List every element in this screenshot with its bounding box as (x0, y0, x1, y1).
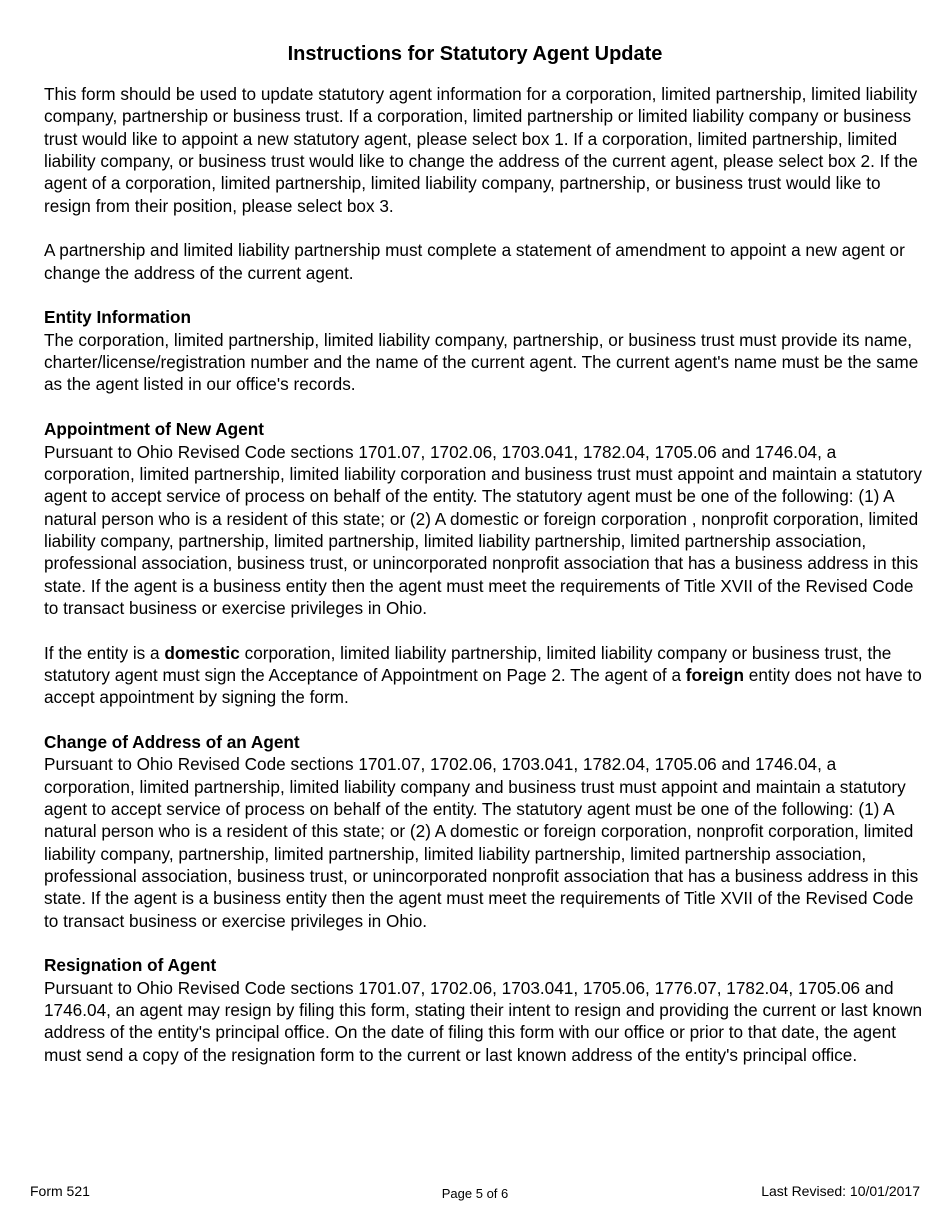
spacer (44, 284, 930, 306)
note-emphasis-domestic: domestic (164, 642, 240, 663)
form-number: Form 521 (30, 1183, 90, 1199)
intro-paragraph: This form should be used to update statutory agent information for a corporation, limited partnership, limited liability company, partnership or business trust. If a corporation, limited partnership or limited liability company or business trust would like to appoint a new statutory agent, please select box 1. If a corporation, limited partnership, limited liability company, or business trust would like to change the address of the current agent, please select box 2. If the agent of a corporation, limited partnership, limited liability company, partnership, or business trust would like to resign from their position, please select box 3. (44, 84, 918, 216)
resignation-text: Pursuant to Ohio Revised Code sections 1701.07, 1702.06, 1703.041, 1705.06, 1776.07, 1782.04, 1705.06 and 1746.04, an agent may resign by filing this form, stating their intent to resign and providing the current or last known address of the entity's principal office. On the date of filing this form with our office or prior to that date, the agent must send a copy of the resignation form to the current or last known address of the entity's principal office. (44, 977, 923, 1065)
change-address-text: Pursuant to Ohio Revised Code sections 1701.07, 1702.06, 1703.041, 1782.04, 1705.06 and 1746.04, a corporation, limited partnership, limited liability company and business trust must appoint and maintain a statutory agent to accept service of process on behalf of the entity. The statutory agent must be one of the following: (1) A natural person who is a resident of this state; or (2) A domestic or foreign corporation, nonprofit corporation, limited liability company, partnership, limited partnership, limited liability partnership, limited partnership association, professional association, business trust, or unincorporated nonprofit association that has a business address in this state. If the agent is a business entity then the agent must meet the requirements of Title XVII of the Revised Code to transact business or exercise privileges in Ohio. (44, 754, 919, 931)
appointment-text: Pursuant to Ohio Revised Code sections 1701.07, 1702.06, 1703.041, 1782.04, 1705.06 and 1746.04, a corporation, limited partnership, limited liability corporation and business trust must appoint and maintain a statutory agent to accept service of process on behalf of the entity. The statutory agent must be one of the following: (1) A natural person who is a resident of this state; or (2) A domestic or foreign corporation , nonprofit corporation, limited liability company, partnership, limited partnership, limited liability partnership, limited partnership association, professional association, business trust, or unincorporated nonprofit association that has a business address in this state. If the agent is a business entity then the agent must meet the requirements of Title XVII of the Revised Code to transact business or exercise privileges in Ohio. (44, 441, 922, 618)
instructions-body (44, 83, 930, 1066)
note-text: entity does not have to accept appointment by signing the form. (44, 664, 922, 708)
page-title: Instructions for Statutory Agent Update (287, 43, 663, 65)
note-text: If the entity is a (44, 642, 165, 663)
note-emphasis-foreign: foreign (685, 664, 745, 685)
spacer (44, 932, 930, 954)
page-footer (0, 1181, 950, 1205)
entity-information-text: The corporation, limited partnership, limited liability company, partnership, or business trust must provide its name, charter/license/registration number and the name of the current agent. The current agent's name must be the same as the agent listed in our office's records. (44, 329, 919, 395)
appointment-note (44, 642, 930, 709)
spacer (44, 709, 930, 731)
spacer (44, 396, 930, 418)
appointment-heading: Appointment of New Agent (44, 419, 264, 440)
last-revised-date: Last Revised: 10/01/2017 (761, 1183, 920, 1199)
entity-information-heading: Entity Information (44, 307, 192, 328)
spacer (44, 217, 930, 239)
spacer (44, 619, 930, 641)
page-number: Page 5 of 6 (441, 1186, 509, 1201)
note-text: corporation, limited liability partnership, limited liability company or business trust, the statutory agent must sign the Acceptance of Appointment on Page 2. The agent of a (44, 642, 892, 685)
change-address-heading: Change of Address of an Agent (44, 731, 300, 752)
partnership-paragraph: A partnership and limited liability partnership must complete a statement of amendment to appoint a new agent or change the address of the current agent. (44, 240, 905, 283)
resignation-heading: Resignation of Agent (44, 955, 217, 976)
